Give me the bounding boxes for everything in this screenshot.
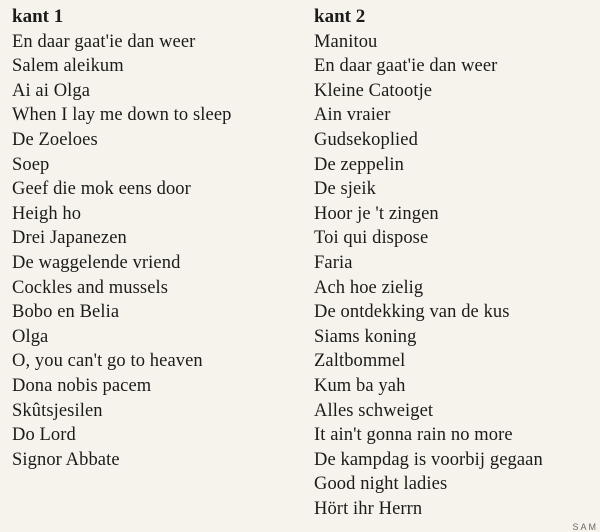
track-title: Drei Japanezen bbox=[12, 228, 127, 249]
side-2-track-list bbox=[314, 30, 594, 522]
track-title: Cockles and mussels bbox=[12, 277, 169, 298]
track-title: It ain't gonna rain no more bbox=[314, 425, 513, 446]
track-title: Toi qui dispose bbox=[314, 228, 429, 249]
track-title: Ain vraier bbox=[314, 105, 391, 126]
track-title: Hört ihr Herrn bbox=[314, 498, 423, 519]
track-title: Gudsekoplied bbox=[314, 129, 418, 150]
track-title: Good night ladies bbox=[314, 474, 448, 495]
track-title: De waggelende vriend bbox=[12, 252, 181, 273]
track-title: De ontdekking van de kus bbox=[314, 302, 510, 323]
corner-mark: SAM bbox=[572, 522, 598, 532]
track-title: Zaltbommel bbox=[314, 351, 406, 372]
track-title: Geef die mok eens door bbox=[12, 179, 191, 200]
track-title: Siams koning bbox=[314, 326, 417, 347]
track-title: De Zoeloes bbox=[12, 129, 98, 150]
track-title: De sjeik bbox=[314, 179, 376, 200]
track-title: En daar gaat'ie dan weer bbox=[314, 56, 498, 77]
side-2-column bbox=[314, 5, 594, 521]
track-title: Signor Abbate bbox=[12, 449, 120, 470]
track-title: Hoor je 't zingen bbox=[314, 203, 439, 224]
track-title: Kum ba yah bbox=[314, 375, 406, 396]
track-title: Ai ai Olga bbox=[12, 80, 91, 101]
track-title: O, you can't go to heaven bbox=[12, 351, 203, 372]
track-title: Heigh ho bbox=[12, 203, 82, 224]
track-title: Olga bbox=[12, 326, 49, 347]
track-title: Dona nobis pacem bbox=[12, 375, 152, 396]
track-title: Do Lord bbox=[12, 425, 76, 446]
side-1-heading: kant 1 bbox=[12, 6, 64, 27]
track-title: De kampdag is voorbij gegaan bbox=[314, 449, 543, 470]
track-title: Bobo en Belia bbox=[12, 302, 120, 323]
track-title: When I lay me down to sleep bbox=[12, 105, 232, 126]
track-title: Faria bbox=[314, 252, 353, 273]
side-1-column bbox=[12, 5, 302, 472]
side-2-heading: kant 2 bbox=[314, 6, 366, 27]
track-title: Salem aleikum bbox=[12, 56, 124, 77]
track-title: Soep bbox=[12, 154, 50, 175]
track-title: De zeppelin bbox=[314, 154, 404, 175]
track-title: Manitou bbox=[314, 31, 378, 52]
track-title: Skûtsjesilen bbox=[12, 400, 103, 421]
track-title: Ach hoe zielig bbox=[314, 277, 424, 298]
side-1-track-list bbox=[12, 30, 302, 473]
track-title: Kleine Catootje bbox=[314, 80, 433, 101]
track-title: En daar gaat'ie dan weer bbox=[12, 31, 196, 52]
track-title: Alles schweiget bbox=[314, 400, 434, 421]
